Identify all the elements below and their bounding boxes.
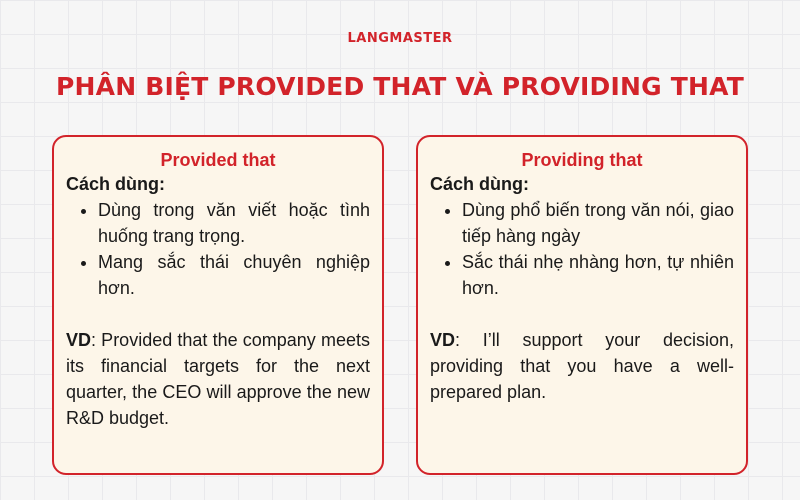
example-label: VD — [66, 330, 92, 350]
card-heading: Providing that — [521, 150, 643, 170]
example-text: : Provided that the company meets its financial targets for the next quarter, the CEO will approve the new R&D budget. — [66, 330, 370, 428]
example-label: VD — [430, 330, 456, 350]
card-providing-that — [416, 135, 748, 475]
example-text: : I’ll support your decision, providing that you have a well-prepared plan. — [430, 330, 734, 402]
brand-logo: LANGMASTER — [347, 31, 453, 46]
example — [66, 327, 370, 431]
card-heading: Provided that — [160, 150, 276, 170]
card-provided-that — [52, 135, 384, 475]
usage-label: Cách dùng: — [66, 174, 165, 194]
usage-list — [66, 197, 370, 301]
usage-point: • Dùng phổ biến trong văn nói, giao tiếp hàng ngày — [462, 197, 734, 249]
usage-point: • Dùng trong văn viết hoặc tình huống trang trọng. — [98, 197, 370, 249]
usage-point: • Sắc thái nhẹ nhàng hơn, tự nhiên hơn. — [462, 249, 734, 301]
usage-point: • Mang sắc thái chuyên nghiệp hơn. — [98, 249, 370, 301]
usage-label: Cách dùng: — [430, 174, 529, 194]
usage-list — [430, 197, 734, 301]
page-title: PHÂN BIỆT PROVIDED THAT VÀ PROVIDING THAT — [56, 72, 744, 101]
example — [430, 327, 734, 405]
